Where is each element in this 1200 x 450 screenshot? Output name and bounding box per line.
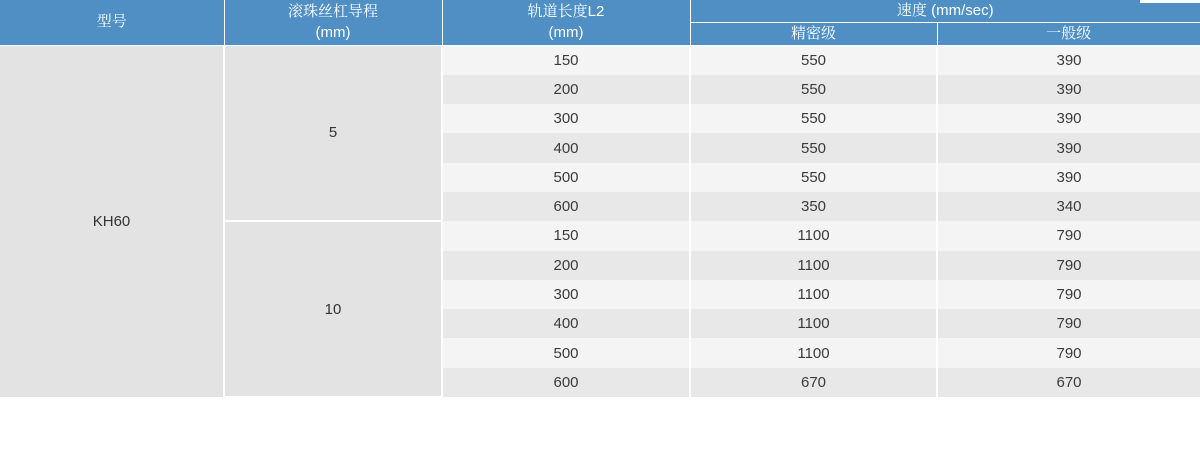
cell-speed-precision: 1100 <box>690 221 937 250</box>
cell-rail-length: 300 <box>442 280 690 309</box>
cell-lead-group-1: 5 <box>224 45 442 221</box>
header-model: 型号 <box>0 0 224 45</box>
cell-rail-length: 200 <box>442 251 690 280</box>
cell-speed-precision: 1100 <box>690 280 937 309</box>
cell-rail-length: 400 <box>442 133 690 162</box>
cell-rail-length: 150 <box>442 45 690 75</box>
cell-speed-precision: 550 <box>690 75 937 104</box>
cell-lead-group-2: 10 <box>224 221 442 397</box>
header-ballscrew-lead: 滚珠丝杠导程 (mm) <box>224 0 442 45</box>
cell-speed-precision: 670 <box>690 368 937 397</box>
table-header-row-1 <box>0 0 1200 22</box>
cell-rail-length: 400 <box>442 309 690 338</box>
cell-speed-precision: 550 <box>690 45 937 75</box>
cell-rail-length: 600 <box>442 368 690 397</box>
cell-speed-general: 790 <box>937 251 1200 280</box>
cell-speed-general: 790 <box>937 338 1200 367</box>
cell-speed-precision: 550 <box>690 163 937 192</box>
cell-speed-general: 790 <box>937 221 1200 250</box>
header-speed-group: 速度 (mm/sec) <box>690 0 1200 22</box>
cell-speed-general: 390 <box>937 75 1200 104</box>
table-body <box>0 45 1200 397</box>
corner-decoration <box>1140 0 1200 3</box>
cell-rail-length: 500 <box>442 163 690 192</box>
cell-speed-precision: 350 <box>690 192 937 221</box>
table-header <box>0 0 1200 45</box>
cell-speed-general: 340 <box>937 192 1200 221</box>
header-rail-length: 轨道长度L2 (mm) <box>442 0 690 45</box>
cell-speed-general: 790 <box>937 280 1200 309</box>
cell-speed-general: 390 <box>937 104 1200 133</box>
header-speed-precision: 精密级 <box>690 22 937 45</box>
cell-speed-precision: 550 <box>690 104 937 133</box>
cell-rail-length: 500 <box>442 338 690 367</box>
cell-speed-general: 390 <box>937 133 1200 162</box>
cell-speed-general: 790 <box>937 309 1200 338</box>
cell-speed-precision: 1100 <box>690 309 937 338</box>
table-row <box>0 45 1200 75</box>
cell-speed-general: 670 <box>937 368 1200 397</box>
cell-speed-precision: 1100 <box>690 338 937 367</box>
cell-rail-length: 150 <box>442 221 690 250</box>
cell-rail-length: 300 <box>442 104 690 133</box>
cell-rail-length: 200 <box>442 75 690 104</box>
cell-model: KH60 <box>0 45 224 397</box>
cell-speed-precision: 550 <box>690 133 937 162</box>
cell-speed-general: 390 <box>937 163 1200 192</box>
cell-rail-length: 600 <box>442 192 690 221</box>
header-speed-general: 一般级 <box>937 22 1200 45</box>
cell-speed-general: 390 <box>937 45 1200 75</box>
cell-speed-precision: 1100 <box>690 251 937 280</box>
